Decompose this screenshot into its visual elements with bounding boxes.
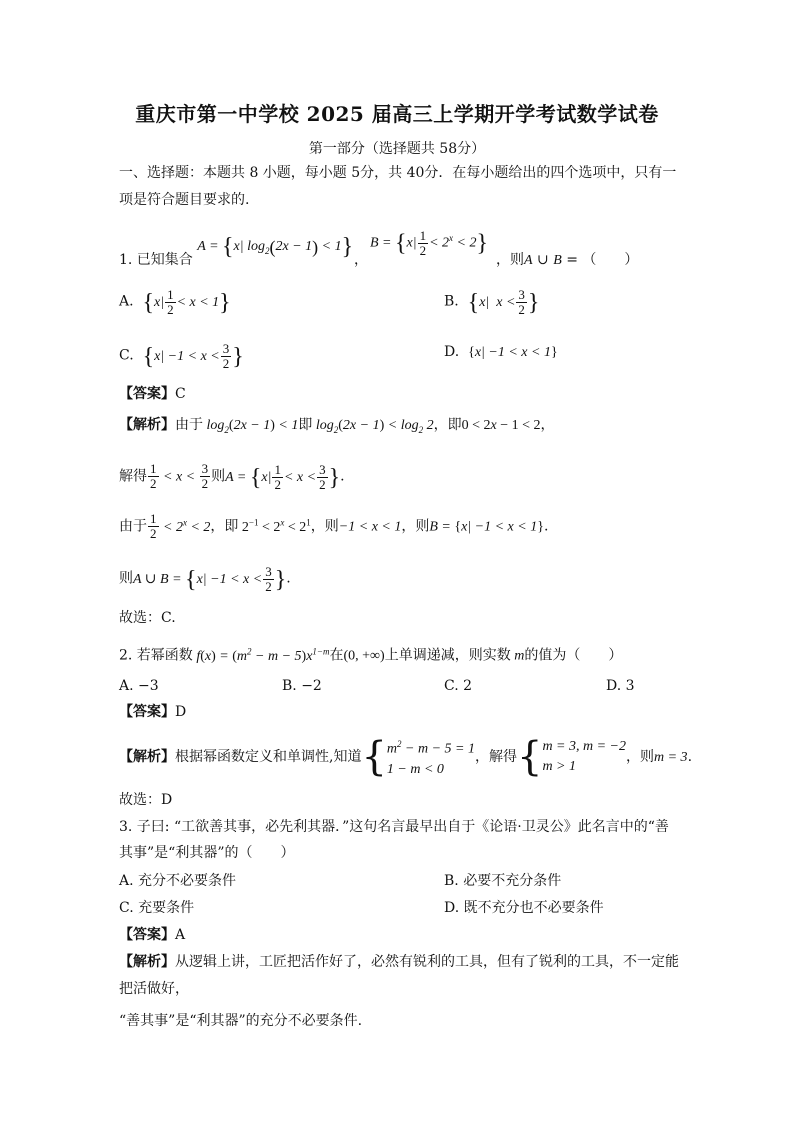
q2-option-a: A. −3 xyxy=(119,678,159,694)
q3-stem-line1: 3. 子曰: “工欲善其事，必先利其器．”这句名言最早出自于《论语·卫灵公》此名言中的“善 xyxy=(119,819,669,835)
section-instructions-line1: 一、选择题：本题共 8 小题，每小题 5分，共 40分．在每小题给出的四个选项中，只有一 xyxy=(119,165,677,181)
q1-answer: 【答案】C xyxy=(119,386,186,402)
q1-analysis-line4: 则A ∪ B = {x| −1 < x < $\frac{3}{2}$ }. xyxy=(119,564,291,594)
q1-set-b: B = {x| $\frac{1}{2}$ < $2^x < 2$} xyxy=(370,227,489,258)
q1-option-a: A. {x| $\frac{1}{2}$ < x < 1} xyxy=(119,287,231,317)
q1-prefix: 1. 已知集合 xyxy=(119,252,193,268)
q3-option-b: B. 必要不充分条件 xyxy=(444,873,562,889)
q3-analysis-line3: “善其事”是“利其器”的充分不必要条件. xyxy=(119,1013,363,1029)
q1-conclusion: 故选：C. xyxy=(119,610,176,626)
q1-analysis-line1: 【解析】由于 $\log_2(2x - 1) < 1$即 $\log_2(2x - 1) < \log_2 2$，即0 < 2x − 1 < 2， xyxy=(119,417,555,435)
q3-analysis-line2: 把活做好， xyxy=(119,981,189,997)
q1-ask: ，则A ∪ B = （ ） xyxy=(496,252,639,268)
q1-analysis-line2: 解得 $\frac{1}{2}$ < x < $\frac{3}{2}$ 则A = {x| $\frac{1}{2}$ < x < $\frac{3}{2}$ }. xyxy=(119,461,345,492)
q2-conclusion: 故选：D xyxy=(119,792,173,808)
q1-set-a: A = {x| $\log_2(2x - 1) < 1$} xyxy=(197,233,354,260)
q2-option-d: D. 3 xyxy=(606,678,635,694)
q1-stem xyxy=(119,233,381,275)
q1-option-c: C. {x| −1 < x < $\frac{3}{2}$ } xyxy=(119,341,244,371)
q1-comma: ， xyxy=(354,252,368,268)
q2-option-b: B. −2 xyxy=(282,678,322,694)
q3-analysis-line1: 【解析】从逻辑上讲，工匠把活作好了，必然有锐利的工具，但有了锐利的工具，不一定能 xyxy=(119,954,679,970)
q3-option-a: A. 充分不必要条件 xyxy=(119,873,237,889)
q3-option-c: C. 充要条件 xyxy=(119,900,195,916)
q1-analysis-line3: 由于 $\frac{1}{2}$ < $2^x < 2$，即 $2^{-1} < 2^x < 2^1$，则−1 < x < 1，则B = {x| −1 < x < 1}. xyxy=(119,511,549,542)
q3-option-d: D. 既不充分也不必要条件 xyxy=(444,900,604,916)
section-subtitle: 第一部分（选择题共 58分） xyxy=(308,141,486,157)
q3-stem-line2: 其事”是“利其器”的（ ） xyxy=(119,845,295,861)
q3-answer: 【答案】A xyxy=(119,927,186,943)
section-instructions-line2: 项是符合题目要求的. xyxy=(119,192,250,208)
q2-option-c: C. 2 xyxy=(444,678,473,694)
page-title: 重庆市第一中学校 2025 届高三上学期开学考试数学试卷 xyxy=(135,102,659,126)
q2-analysis: 【解析】根据幂函数定义和单调性,知道 { $m^2 - m - 5 = 1$ 1 − m < 0 ，解得 { m = 3, m = −2 m > 1 ，则m = 3. xyxy=(119,733,693,780)
q1-option-b: B. {x| x < $\frac{3}{2}$ } xyxy=(444,287,540,317)
q2-stem: 2. 若幂函数 $f(x) = (m^2 - m - 5)x^{1-m}$在(0, +∞)上单调递减，则实数 m的值为（ ） xyxy=(119,646,623,664)
q2-answer: 【答案】D xyxy=(119,704,187,720)
q1-option-d: D. {x| −1 < x < 1} xyxy=(444,344,558,360)
